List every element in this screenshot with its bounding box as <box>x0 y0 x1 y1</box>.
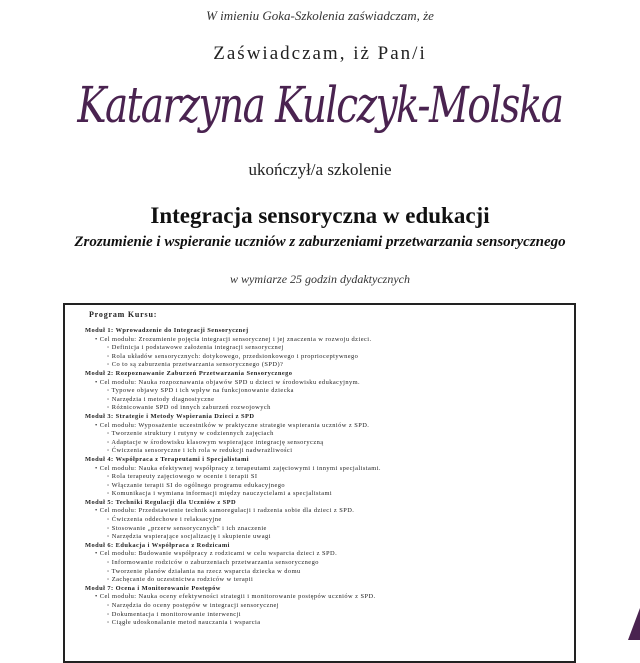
module-title: Moduł 1: Wprowadzenie do Integracji Sensorycznej <box>85 327 249 334</box>
module-list <box>85 327 381 628</box>
lead-text: Zaświadczam, iż Pan/i <box>213 43 427 64</box>
module-item: ◦ Stosowanie „przerw sensorycznych" i ich znaczenie <box>85 525 381 534</box>
module-item: ◦ Typowe objawy SPD i ich wpływ na funkcjonowanie dziecka <box>85 387 381 396</box>
module-goal: • Cel modułu: Przedstawienie technik samoregulacji i radzenia sobie dla dzieci z SPD. <box>85 507 381 516</box>
module-item: ◦ Zachęcanie do uczestnictwa rodziców w terapii <box>85 576 381 585</box>
course-title: Integracja sensoryczna w edukacji <box>150 203 490 228</box>
module-title: Moduł 3: Strategie i Metody Wspierania Dzieci z SPD <box>85 412 255 420</box>
module-item: ◦ Tworzenie struktury i rutyny w codziennych zajęciach <box>85 430 381 439</box>
module-goal: • Cel modułu: Wyposażenie uczestników w praktyczne strategie wspierania uczniów z SPD. <box>85 422 381 431</box>
module-item: ◦ Informowanie rodziców o zaburzeniach przetwarzania sensorycznego <box>85 559 381 568</box>
module-item: ◦ Ćwiczenia oddechowe i relaksacyjne <box>85 516 381 525</box>
module-item: ◦ Ćwiczenia sensoryczne i ich rola w redukcji nadwrażliwości <box>85 447 381 456</box>
decorative-corner <box>628 608 640 640</box>
recipient-name: Katarzyna Kulczyk-Molska <box>77 76 563 134</box>
module-item: ◦ Ciągłe udoskonalanie metod nauczania i wsparcia <box>85 619 381 628</box>
module-title: Moduł 2: Rozpoznawanie Zaburzeń Przetwarzania Sensorycznego <box>85 369 293 377</box>
program-heading: Program Kursu: <box>89 310 158 319</box>
module-item: ◦ Różnicowanie SPD od innych zaburzeń rozwojowych <box>85 404 381 413</box>
module-item: ◦ Narzędzia wspierające socjalizację i skupienie uwagi <box>85 533 381 542</box>
module-item: ◦ Narzędzia do oceny postępów w integracji sensorycznej <box>85 602 381 611</box>
module-title: Moduł 7: Ocena i Monitorowanie Postępów <box>85 584 221 592</box>
module-item: ◦ Adaptacje w środowisku klasowym wspierające integrację sensoryczną <box>85 439 381 448</box>
module-title: Moduł 5: Techniki Regulacji dla Uczniów z SPD <box>85 498 237 506</box>
module-item: ◦ Rola terapeuty zajęciowego w ocenie i terapii SI <box>85 473 381 482</box>
module-item: ◦ Co to są zaburzenia przetwarzania sensorycznego (SPD)? <box>85 361 381 370</box>
module-item: ◦ Tworzenie planów działania na rzecz wsparcia dziecka w domu <box>85 568 381 577</box>
module-title: Moduł 4: Współpraca z Terapeutami i Specjalistami <box>85 455 249 463</box>
module-item: ◦ Narzędzia i metody diagnostyczne <box>85 396 381 405</box>
module-goal: • Cel modułu: Nauka efektywnej współpracy z terapeutami zajęciowymi i innymi specjalistami. <box>85 465 381 474</box>
course-subtitle: Zrozumienie i wspieranie uczniów z zaburzeniami przetwarzania sensorycznego <box>74 234 566 250</box>
module-item: ◦ Rola układów sensorycznych: dotykowego, przedsionkowego i proprioceptywnego <box>85 353 381 362</box>
module-goal: • Cel modułu: Nauka rozpoznawania objawów SPD u dzieci w środowisku edukacyjnym. <box>85 379 381 388</box>
module-item: ◦ Włączanie terapii SI do ogólnego programu edukacyjnego <box>85 482 381 491</box>
course-hours: w wymiarze 25 godzin dydaktycznych <box>230 272 410 286</box>
module-item: ◦ Dokumentacja i monitorowanie interwencji <box>85 611 381 620</box>
intro-text: W imieniu Goka-Szkolenia zaświadczam, że <box>206 8 434 23</box>
module-goal: • Cel modułu: Zrozumienie pojęcia integracji sensorycznej i jej znaczenia w rozwoju dzieci. <box>85 336 381 345</box>
module-item: ◦ Definicja i podstawowe założenia integracji sensorycznej <box>85 344 381 353</box>
program-box <box>63 303 576 663</box>
module-goal: • Cel modułu: Nauka oceny efektywności strategii i monitorowanie postępów uczniów z SPD. <box>85 593 381 602</box>
module-goal: • Cel modułu: Budowanie współpracy z rodzicami w celu wsparcia dzieci z SPD. <box>85 550 381 559</box>
recipient-name-container <box>0 72 640 138</box>
module-item: ◦ Komunikacja i wymiana informacji między nauczycielami a specjalistami <box>85 490 381 499</box>
completed-text: ukończył/a szkolenie <box>248 160 392 179</box>
module-title: Moduł 6: Edukacja i Współpraca z Rodzicami <box>85 541 230 549</box>
